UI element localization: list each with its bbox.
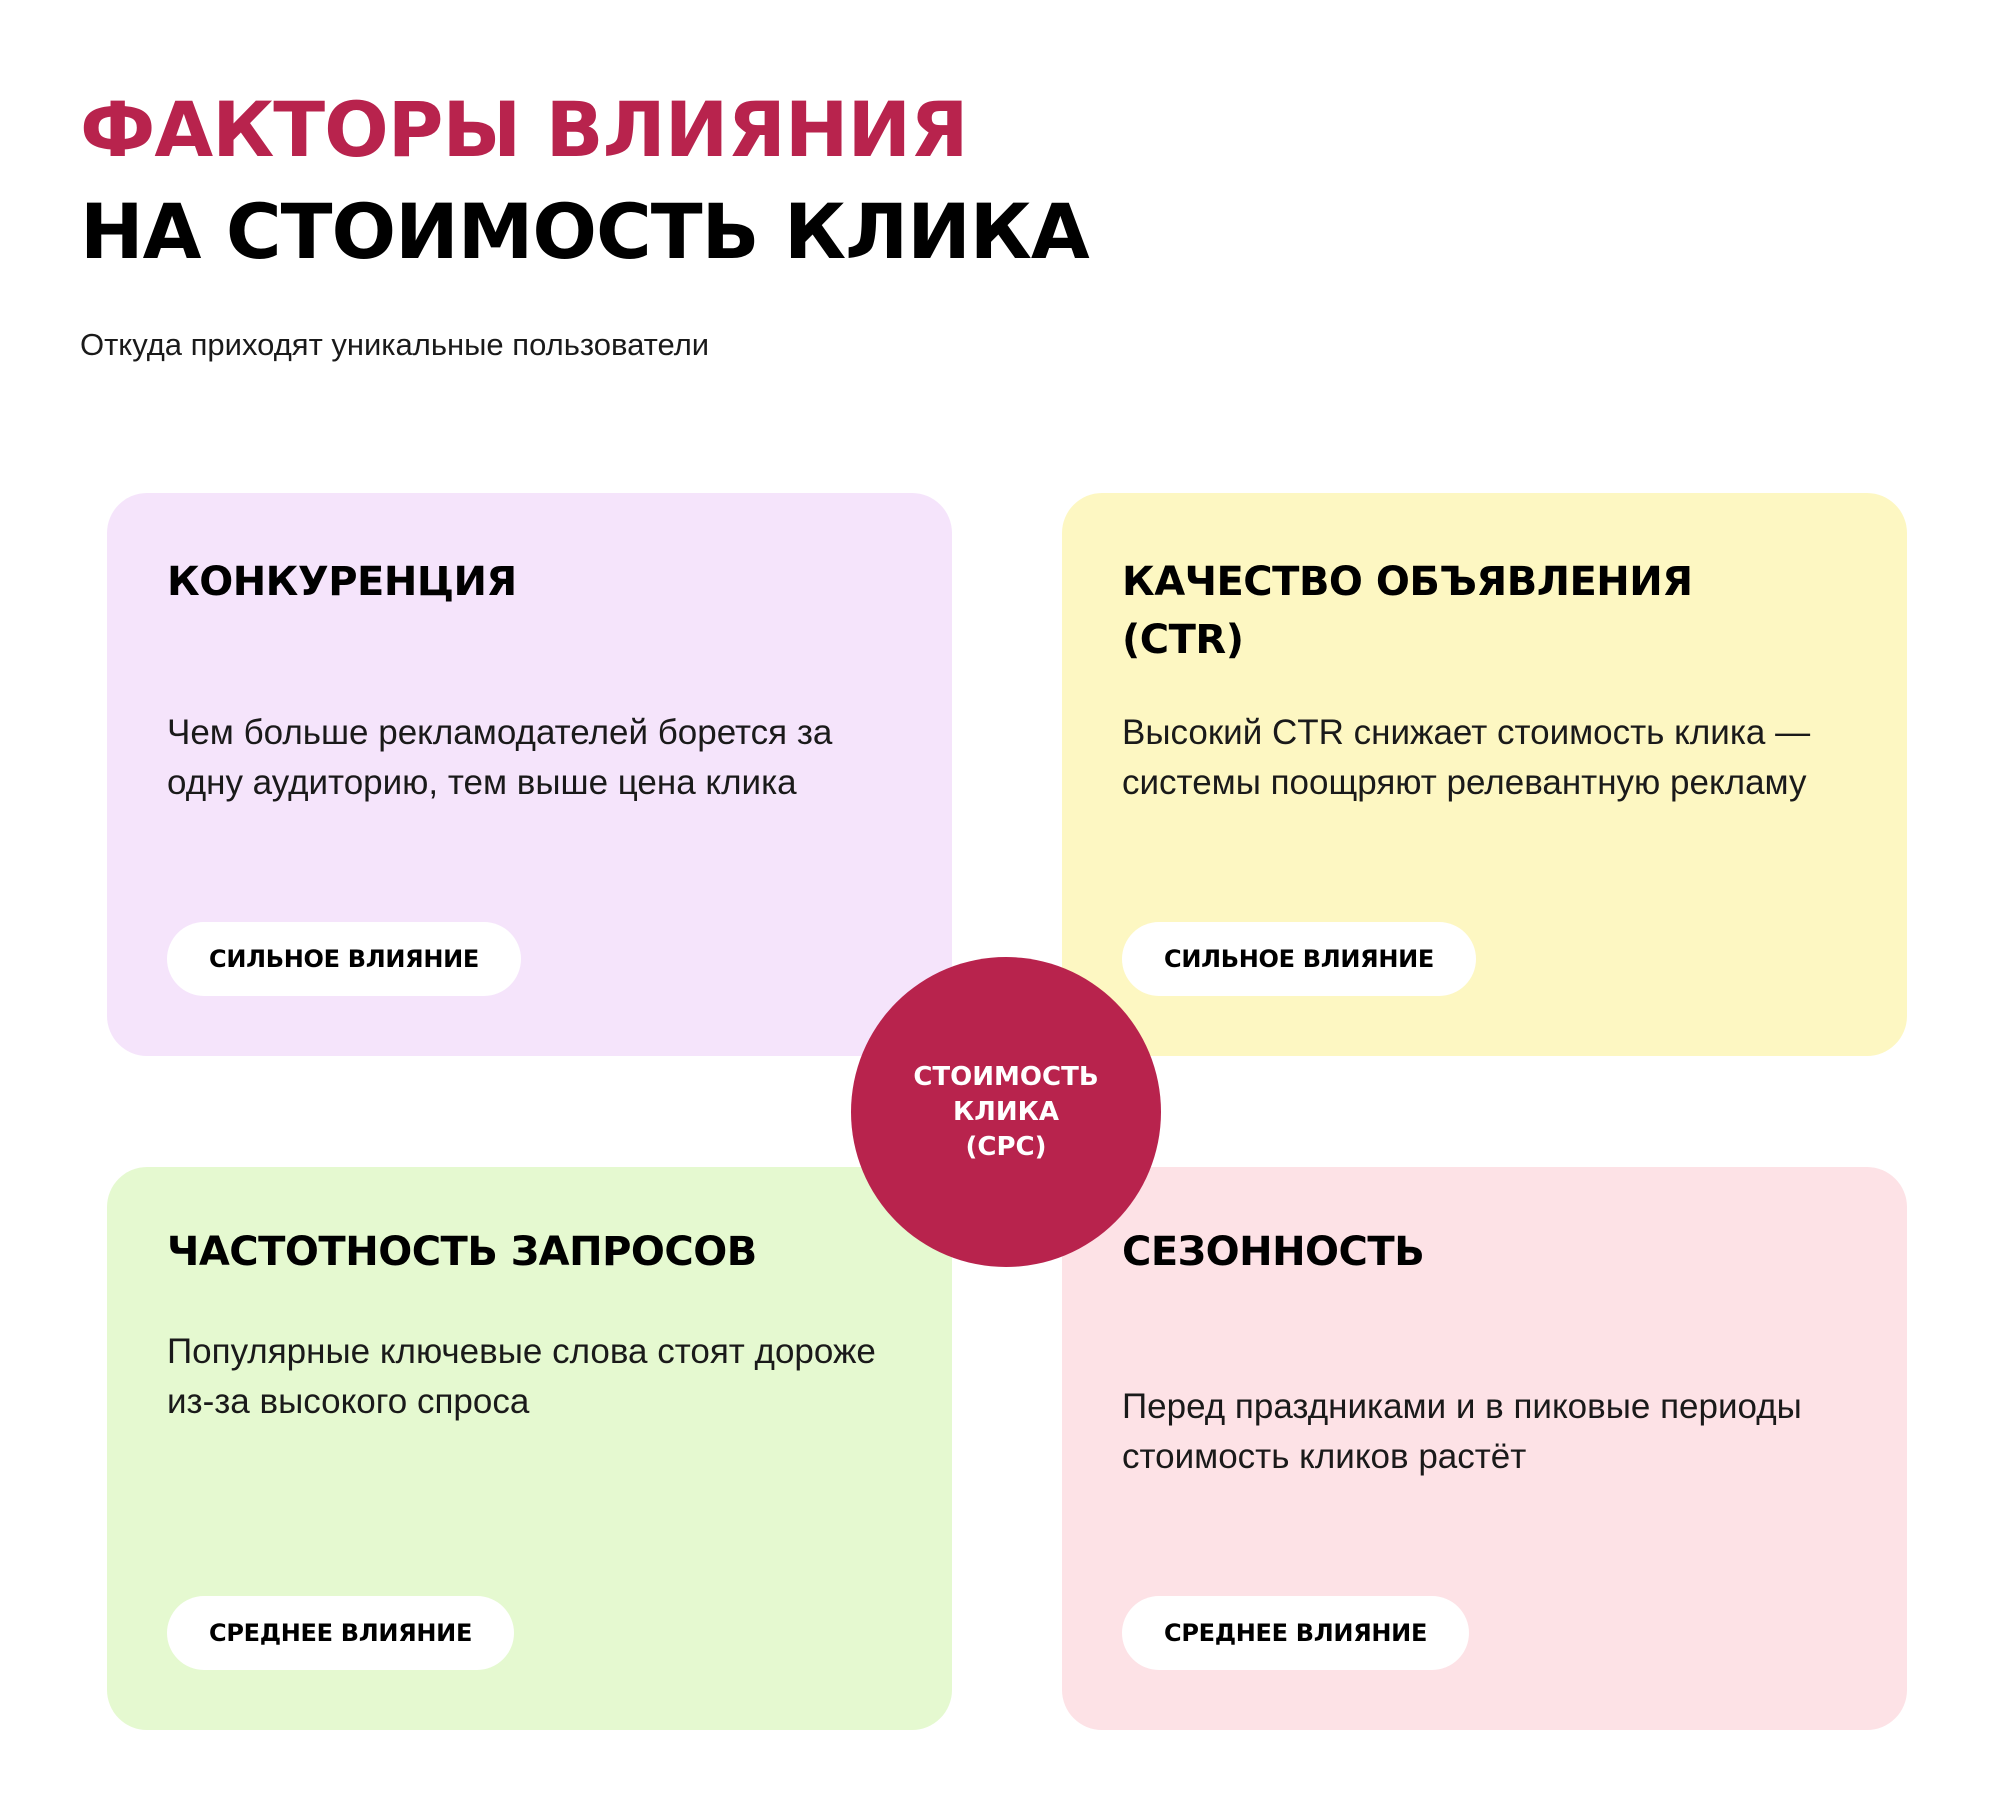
impact-badge: СИЛЬНОЕ ВЛИЯНИЕ xyxy=(167,922,521,996)
page-title-main: НА СТОИМОСТЬ КЛИКА xyxy=(80,187,1089,276)
factor-card-competition xyxy=(107,493,952,1056)
factor-title: ЧАСТОТНОСТЬ ЗАПРОСОВ xyxy=(167,1229,757,1275)
impact-badge: СРЕДНЕЕ ВЛИЯНИЕ xyxy=(1122,1596,1469,1670)
factor-title: СЕЗОННОСТЬ xyxy=(1122,1229,1425,1275)
factor-description: Высокий CTR снижает стоимость клика — системы поощряют релевантную рекламу xyxy=(1122,713,1811,802)
cpc-center-label: СТОИМОСТЬ КЛИКА (CPC) xyxy=(913,1061,1099,1162)
factor-title: КОНКУРЕНЦИЯ xyxy=(167,559,517,605)
page-title-accent: ФАКТОРЫ ВЛИЯНИЯ xyxy=(80,85,968,174)
factor-description: Популярные ключевые слова стоят дороже из-за высокого спроса xyxy=(167,1332,876,1421)
factor-card-query-frequency xyxy=(107,1167,952,1730)
cpc-center-node xyxy=(851,957,1161,1267)
factor-description: Чем больше рекламодателей борется за одну аудиторию, тем выше цена клика xyxy=(167,713,833,802)
factor-description: Перед праздниками и в пиковые периоды стоимость кликов растёт xyxy=(1122,1387,1802,1476)
factor-card-seasonality xyxy=(1062,1167,1907,1730)
factor-card-ad-quality xyxy=(1062,493,1907,1056)
impact-badge: СРЕДНЕЕ ВЛИЯНИЕ xyxy=(167,1596,514,1670)
impact-badge: СИЛЬНОЕ ВЛИЯНИЕ xyxy=(1122,922,1476,996)
page-subtitle: Откуда приходят уникальные пользователи xyxy=(80,327,710,362)
factor-title: КАЧЕСТВО ОБЪЯВЛЕНИЯ (CTR) xyxy=(1122,559,1693,663)
